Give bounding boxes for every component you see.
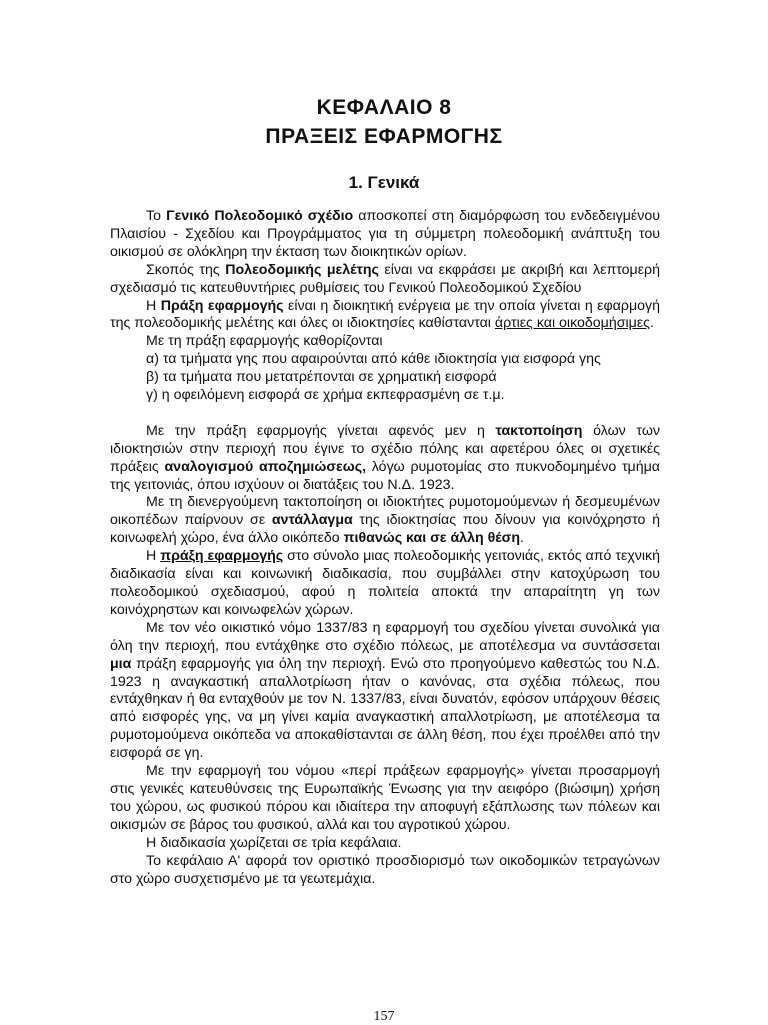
text-run: Με την πράξη εφαρμογής γίνεται αφενός μεν η — [146, 422, 496, 439]
text-run: στο σύνολο μιας πολεοδομικής γειτονιάς, εκτός από τεχνική διαδικασία είναι και κοινωνική διαδικασία, που συμβάλλει στην κατοχύρωση του πολεοδομικού σχεδιασμού, αφού η πολιτεία αποκτά την απαραίτητη γη των κοινόχρηστων και κοινωφελών χώρων. — [110, 548, 661, 618]
bold-term: μια — [110, 655, 132, 672]
paragraph-chapter-a: Το κεφάλαιο Α' αφορά τον οριστικό προσδιορισμό των οικοδομικών τετραγώνων στο χώρο συσχετισμένο με τα γεωτεμάχια. — [110, 852, 660, 887]
chapter-title-block — [0, 93, 768, 151]
list-item: α) τα τμήματα γης που αφαιρούνται από κάθε ιδιοκτησία για εισφορά γης — [146, 351, 601, 368]
paragraph-implementation-act — [110, 298, 660, 334]
paragraph-eu-guidelines: Με την εφαρμογή του νόμου «περί πράξεων εφαρμογής» γίνεται προσαρμογή στις γενικές κατευθύνσεις της Ευρωπαϊκής Ένωσης για την αειφόρο (βιώσιμη) χρήση του χώρου, ως φυσικού πόρου και ιδιαίτερα την αποφυγή εξάπλωσης των πόλεων και οικισμών σε βάρος του φυσικού, αλλά και του αγροτικού χώρου. — [110, 763, 660, 833]
bold-term: Γενικό Πολεοδομικό σχέδιο — [166, 208, 354, 224]
list-item: β) τα τμήματα που μετατρέπονται σε χρηματική εισφορά — [146, 369, 497, 386]
text-run: όλων των ιδιοκτησιών στην περιοχή που έγινε το σχέδιο πόλης και αφετέρου όλες οι σχετικές πράξεις — [110, 422, 660, 475]
bold-term: αναλογισμού αποζημιώσεως, — [164, 458, 367, 475]
bold-underlined-term: πράξη εφαρμογής — [160, 548, 284, 565]
bold-term: τακτοποίηση — [495, 422, 583, 439]
text-run: πράξη εφαρμογής για όλη την περιοχή. Ενώ στο προηγούμενο καθεστώς του Ν.Δ. 1923 η αναγκαστική απαλλοτρίωση ήταν ο κανόνας, στα σχέδια πόλεως, που εντάχθηκαν ή θα ενταχθούν με τον Ν. 1337/83, είναι δυνατόν, εφόσον υπάρχουν θέσεις από εισφορές γης, να μη γίνει καμία αναγκαστική απαλλοτρίωση, με αποτέλεσμα τα ρυμοτομούμενα οικόπεδα να αποκαθίστανται σε άλλη θέση, που έχει προέλθει από την εισφορά σε γη. — [110, 655, 660, 762]
text-run: είναι η διοικητική ενέργεια με την οποία γίνεται η εφαρμογή της πολεοδομικής μελέτης και όλες οι ιδιοκτησίες καθίστανται — [110, 297, 661, 332]
paragraph-general-plan — [110, 208, 660, 262]
list-item: γ) η οφειλόμενη εισφορά σε χρήμα εκπεφρασμένη σε τ.μ. — [146, 387, 505, 404]
text-run: . — [650, 315, 654, 332]
paragraph-urban-study — [110, 262, 660, 298]
paragraph-three-chapters: Η διαδικασία χωρίζεται σε τρία κεφάλαια. — [146, 834, 402, 851]
bold-term: Πράξη εφαρμογής — [160, 297, 284, 314]
text-run: της ιδιοκτησίας που δίνουν για κοινόχρηστο ή κοινωφελή χώρο, ένα άλλο οικόπεδο — [110, 512, 660, 547]
bold-term: πιθανώς και σε άλλη θέση — [343, 530, 521, 547]
page-number: 157 — [373, 1009, 395, 1024]
paragraph-settlement — [110, 423, 660, 495]
text-run: Σκοπός της — [146, 261, 226, 278]
text-run: Το — [146, 208, 167, 224]
text-run: Με τη διενεργούμενη τακτοποίηση οι ιδιοκτήτες ρυμοτομούμενων ή δεσμευμένων οικοπέδων παίρνουν σε — [110, 494, 660, 529]
list-intro: Με τη πράξη εφαρμογής καθορίζονται — [146, 333, 383, 350]
text-run: Η — [146, 297, 161, 314]
text-run: Η — [146, 548, 161, 565]
chapter-title: ΚΕΦΑΛΑΙΟ 8 — [316, 96, 452, 119]
paragraph-gap — [110, 405, 660, 423]
paragraph-social-process — [110, 548, 660, 620]
body-text — [110, 208, 660, 888]
bold-term: αντάλλαγμα — [271, 512, 353, 529]
underlined-term: άρτιες και οικοδομήσιμες — [494, 315, 650, 332]
text-run: είναι να εκφράσει με ακριβή και λεπτομερή σχεδιασμό τις κατευθυντήριες ρυθμίσεις του Γενικού Πολεοδομικού Σχεδίου — [110, 261, 660, 296]
text-run: λόγω ρυμοτομίας στο πυκνοδομημένο τμήμα της γειτονιάς, όπου ισχύουν οι διατάξεις του Ν.Δ. 1923. — [110, 458, 661, 493]
text-run: Με τον νέο οικιστικό νόμο 1337/83 η εφαρμογή του σχεδίου γίνεται συνολικά για όλη την περιοχή, που εντάχθηκε στο σχέδιο πόλεως, με αποτέλεσμα να συντάσσεται — [110, 619, 660, 654]
text-run: . — [520, 530, 524, 547]
section-heading: 1. Γενικά — [348, 173, 420, 192]
text-run: αποσκοπεί στη διαμόρφωση του ενδεδειγμένου Πλαισίου - Σχεδίου και Προγράμματος για τη σύμμετρη πολεοδομική ανάπτυξη του οικισμού σε ολόκληρη την έκταση των διοικητικών ορίων. — [110, 208, 660, 260]
chapter-subtitle: ΠΡΑΞΕΙΣ ΕΦΑΡΜΟΓΗΣ — [265, 125, 503, 148]
paragraph-law-1337 — [110, 620, 660, 763]
bold-term: Πολεοδομικής μελέτης — [225, 261, 379, 278]
paragraph-exchange — [110, 494, 660, 548]
